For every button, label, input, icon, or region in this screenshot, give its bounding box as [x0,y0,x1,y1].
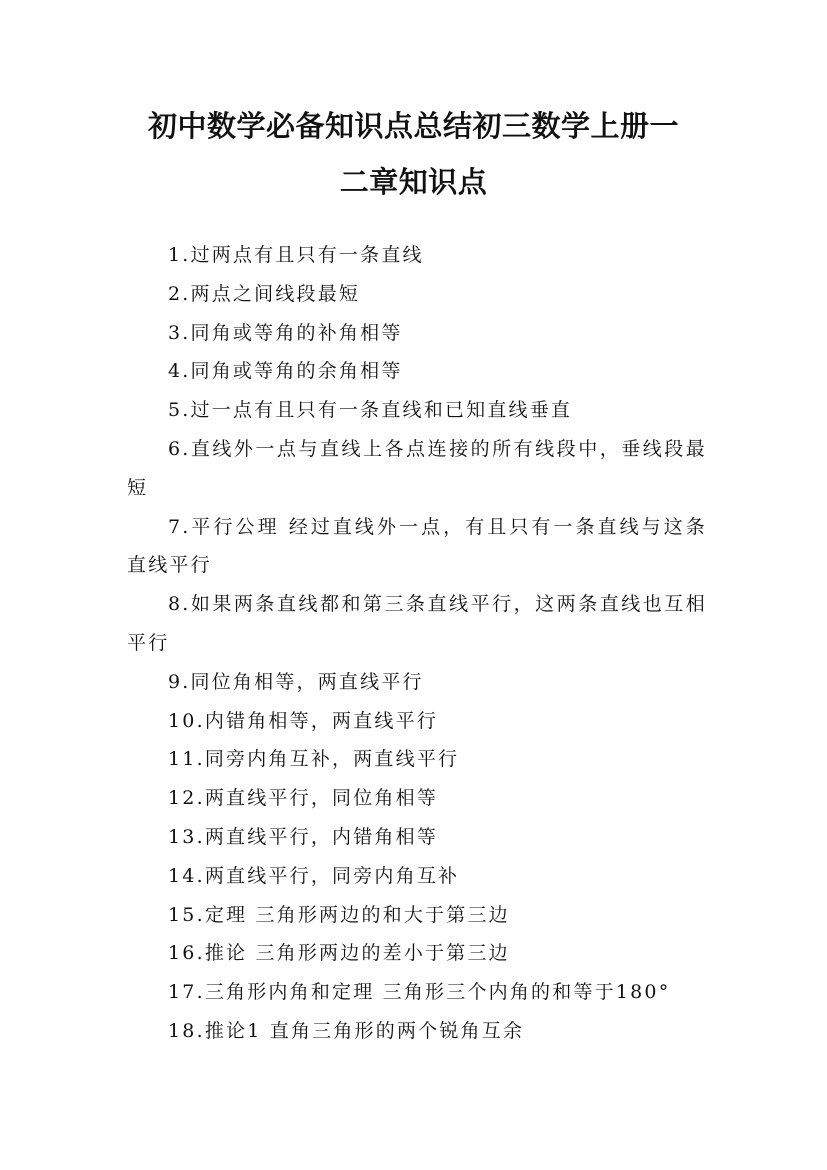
list-item: 4.同角或等角的余角相等 [168,360,403,383]
list-item: 6.直线外一点与直线上各点连接的所有线段中，垂线段最短 [127,437,707,499]
list-item: 17.三角形内角和定理 三角形三个内角的和等于180° [168,981,671,1004]
list-item: 11.同旁内角互补，两直线平行 [168,748,460,771]
list-item: 7.平行公理 经过直线外一点，有且只有一条直线与这条直线平行 [127,515,707,577]
list-item: 18.推论1 直角三角形的两个锐角互余 [168,1019,525,1042]
page-title [100,98,727,210]
list-item: 13.两直线平行，内错角相等 [168,825,439,848]
title-line-1: 初中数学必备知识点总结初三数学上册一 [147,109,679,143]
list-item: 1.过两点有且只有一条直线 [168,244,424,266]
list-item: 16.推论 三角形两边的差小于第三边 [168,942,510,965]
list-item: 9.同位角相等，两直线平行 [168,670,424,693]
list-item: 12.两直线平行，同位角相等 [168,787,439,810]
theorem-list [127,236,707,1051]
list-item: 15.定理 三角形两边的和大于第三边 [168,903,510,926]
title-line-2: 二章知识点 [339,165,488,199]
list-item: 5.过一点有且只有一条直线和已知直线垂直 [168,399,573,422]
list-item: 10.内错角相等，两直线平行 [168,709,439,732]
list-item: 8.如果两条直线都和第三条直线平行，这两条直线也互相平行 [127,593,707,654]
list-item: 14.两直线平行，同旁内角互补 [168,864,460,887]
list-item: 3.同角或等角的补角相等 [168,321,403,344]
list-item: 2.两点之间线段最短 [168,282,361,305]
